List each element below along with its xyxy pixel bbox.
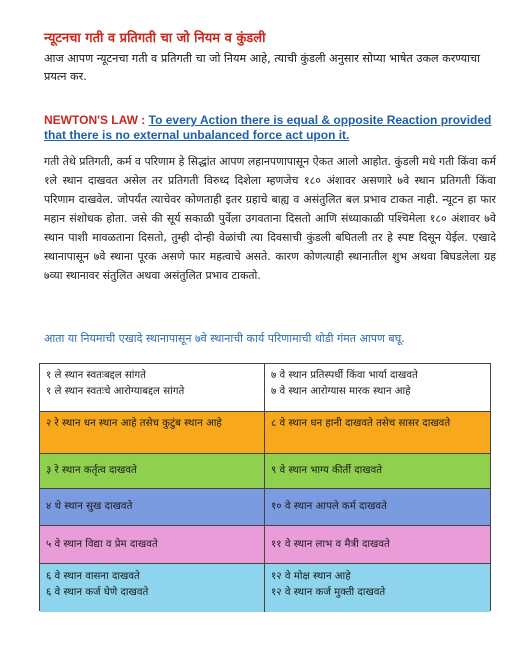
law-label: NEWTON'S LAW : bbox=[44, 113, 146, 127]
cell-line: १२ वे मोक्ष स्थान आहे bbox=[271, 571, 351, 582]
law-text: To every Action there is equal & opposite Reaction provided that there is no external unbalanced force act upon it. bbox=[44, 113, 492, 142]
table-cell-left bbox=[40, 454, 265, 488]
cell-line: ७ वे स्थान प्रतिस्पर्धी किंवा भार्या दाखवते bbox=[271, 370, 418, 381]
table-cell-left bbox=[40, 564, 265, 612]
table-cell-right bbox=[265, 564, 490, 612]
cell-line: ५ वे स्थान विद्या व प्रेम दाखवते bbox=[46, 538, 158, 550]
intro-paragraph: आज आपण न्यूटनचा गती व प्रतिगती चा जो नियम आहे, त्याची कुंडली अनुसार सोप्या भाषेत उकल करण्याचा प्रयत्न कर. bbox=[44, 52, 481, 83]
cell-line: १ ले स्थान स्वतःचे आरोग्याबद्दल सांगते bbox=[46, 386, 185, 397]
cell-line: २ रे स्थान धन स्थान आहे तसेच कुटुंब स्थान आहे bbox=[46, 418, 222, 429]
table-row bbox=[40, 364, 490, 412]
table-cell-left bbox=[40, 412, 265, 453]
table-row bbox=[40, 489, 490, 526]
cell-line: ११ वे स्थान लाभ व मैत्री दाखवते bbox=[271, 538, 390, 550]
table-row bbox=[40, 454, 490, 489]
table-cell-left bbox=[40, 526, 265, 563]
cell-line: १२ वे स्थान कर्ज मुक्ती दाखवते bbox=[271, 587, 386, 598]
table-cell-left bbox=[40, 489, 265, 525]
cell-line: ९ वे स्थान भाग्य कीर्ती दाखवते bbox=[271, 465, 383, 476]
cell-line: ६ वे स्थान कर्ज घेणे दाखवते bbox=[46, 587, 149, 598]
body-paragraph: गती तेथे प्रतिगती, कर्म व परिणाम हे सिद्धांत आपण लहानपणापासून ऐकत आलो आहोत. कुंडली मधे गती किंवा कर्म १ले स्थान दाखवत असेल तर प्रतिगती विरुध्द दिशेला म्हणजेच १८० अंशावर असणारे ७वे स्थान प्रतिगती किंवा परिणाम दाखवेल. जोपर्यंत त्याचेवर कोणताही इतर ग्रहाचे बाह्य व असंतुलित बल प्रभाव टाकत नाही. न्यूटन हा फार महान संशोधक होता. जसे की सूर्य सकाळी पुर्वेला उगवताना दिसतो आणि संध्याकाळी पश्चिमेला १८० अंशावर ७वे स्थान पाशी मावळताना दिसतो, तुम्ही दोन्ही वेळांची त्या दिवसाची कुंडली बघितली तर हे स्पष्ट दिसून येईल. एखादे स्थानापासून ७वे स्थाना पूरक असणे फार महत्वाचे असते. कारण कोणत्याही स्थानातील शुभ अथवा बिघडलेला ग्रह ७व्या स्थानावर संतुलित अथवा असंतुलित प्रभाव टाकतो. bbox=[44, 155, 496, 282]
table-cell-right bbox=[265, 454, 490, 488]
table-cell-right bbox=[265, 364, 490, 411]
page-title: न्यूटनचा गती व प्रतिगती चा जो नियम व कुंडली bbox=[44, 31, 266, 46]
table-cell-right bbox=[265, 526, 490, 563]
cell-line: ७ वे स्थान आरोग्यास मारक स्थान आहे bbox=[271, 386, 411, 397]
cell-line: १ ले स्थान स्वतःबद्दल सांगते bbox=[46, 370, 146, 381]
table-row bbox=[40, 564, 490, 612]
newtons-law bbox=[44, 113, 496, 143]
cell-line: ८ वे स्थान धन हानी दाखवते तसेच सासर दाखवते bbox=[271, 418, 451, 429]
table-cell-right bbox=[265, 489, 490, 525]
transition-line: आता या नियमाची एखादे स्थानापासून ७वे स्थानाची कार्य परिणामाची थोडी गंमत आपण बघू. bbox=[44, 332, 405, 345]
cell-line: ६ वे स्थान वासना दाखवते bbox=[46, 571, 140, 582]
table-cell-left bbox=[40, 364, 265, 411]
table-row bbox=[40, 526, 490, 564]
cell-line: ४ थे स्थान सुख दाखवते bbox=[46, 501, 133, 512]
table-row bbox=[40, 412, 490, 454]
cell-line: १० वे स्थान आपले कर्म दाखवते bbox=[271, 501, 387, 512]
table-cell-right bbox=[265, 412, 490, 453]
house-table bbox=[39, 363, 491, 611]
cell-line: ३ रे स्थान कर्तृत्व दाखवते bbox=[46, 465, 137, 476]
